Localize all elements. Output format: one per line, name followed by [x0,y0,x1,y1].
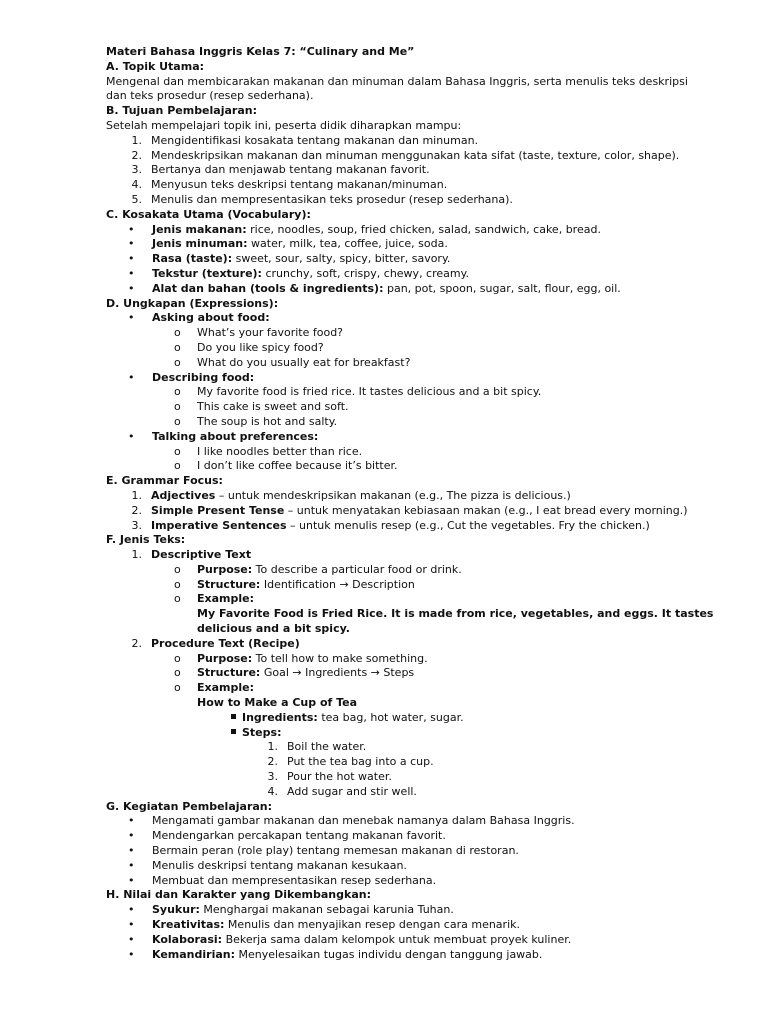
list-number: 3. [131,163,142,177]
text-type-label: Procedure Text (Recipe) [151,636,300,650]
item-label: Kemandirian: [152,947,235,961]
list-item [106,903,706,918]
item-label: Purpose: [197,562,253,576]
item-label: Jenis minuman: [152,237,248,251]
sub-item-text: This cake is sweet and soft. [197,400,349,414]
sub-item-text: What’s your favorite food? [197,326,344,340]
sub-list-item [106,385,706,400]
list-item [106,252,706,267]
step-text: Add sugar and stir well. [287,784,417,798]
list-item [106,874,706,889]
list-item [106,489,706,504]
step-item [106,740,706,755]
circle-bullet-icon: o [174,592,181,606]
item-label: Purpose: [197,651,253,665]
circle-bullet-icon: o [174,385,181,399]
sub-list-item [106,459,706,474]
circle-bullet-icon: o [174,577,181,591]
document-body [106,45,714,962]
circle-bullet-icon: o [174,562,181,576]
item-label: Steps: [242,725,282,739]
bullet-icon: • [128,222,135,236]
item-label: Structure: [197,666,261,680]
item-label: Kreativitas: [152,918,225,932]
sub-list-item [106,326,706,341]
sub-list-item [106,445,706,460]
list-text: Bermain peran (role play) tentang memesan makanan di restoran. [152,844,519,858]
group-label: Asking about food: [152,311,270,325]
section-d-heading: D. Ungkapan (Expressions): [106,296,279,310]
list-item [106,149,706,164]
item-text: – untuk menulis resep (e.g., Cut the vegetables. Fry the chicken.) [286,518,650,532]
step-number: 1. [267,740,278,754]
sub-item-text: The soup is hot and salty. [197,414,338,428]
list-text: Mengamati gambar makanan dan menebak namanya dalam Bahasa Inggris. [152,814,575,828]
circle-bullet-icon: o [174,326,181,340]
list-item [106,814,706,829]
list-text: Membuat dan mempresentasikan resep sederhana. [152,873,437,887]
sub-list-item [106,592,706,607]
circle-bullet-icon: o [174,414,181,428]
list-item [106,829,706,844]
sub-list-item [106,356,706,371]
list-text: Menulis deskripsi tentang makanan kesukaan. [152,858,407,872]
list-item [106,311,706,326]
circle-bullet-icon: o [174,444,181,458]
sub-list-item [106,341,706,356]
sub-list-item [106,652,706,667]
sub-list-item [106,681,706,696]
item-label: Jenis makanan: [152,222,247,236]
item-label: Ingredients: [242,710,318,724]
item-label: Imperative Sentences [151,518,287,532]
list-number: 2. [131,503,142,517]
item-text: – untuk menyatakan kebiasaan makan (e.g., I eat bread every morning.) [284,503,688,517]
bullet-icon: • [128,873,135,887]
recipe-item [106,726,706,741]
bullet-icon: • [128,237,135,251]
list-number: 1. [131,488,142,502]
list-text: Mendengarkan percakapan tentang makanan favorit. [152,829,446,843]
list-item [106,178,706,193]
item-text: Identification → Description [260,577,415,591]
document-title: Materi Bahasa Inggris Kelas 7: “Culinary and Me” [106,45,415,58]
step-number: 2. [267,755,278,769]
circle-bullet-icon: o [174,459,181,473]
item-text: Menghargai makanan sebagai karunia Tuhan. [199,903,454,917]
bullet-icon: • [128,370,135,384]
step-number: 3. [267,770,278,784]
item-label: Example: [197,681,254,695]
list-text: Mendeskripsikan makanan dan minuman menggunakan kata sifat (taste, texture, color, shape). [151,148,680,162]
section-c-heading: C. Kosakata Utama (Vocabulary): [106,207,311,221]
sub-list-item [106,578,706,593]
item-text: To tell how to make something. [252,651,428,665]
list-text: Mengidentifikasi kosakata tentang makanan dan minuman. [151,133,479,147]
list-item [106,504,706,519]
step-item [106,770,706,785]
square-bullet-icon [106,726,242,741]
list-number: 2. [131,148,142,162]
bullet-icon: • [128,829,135,843]
list-item [106,371,706,386]
section-e-heading: E. Grammar Focus: [106,474,223,488]
circle-bullet-icon: o [174,681,181,695]
group-label: Describing food: [152,370,255,384]
section-f-heading: F. Jenis Teks: [106,533,186,547]
step-text: Pour the hot water. [287,770,392,784]
sub-list-item [106,400,706,415]
list-number: 1. [131,548,142,562]
section-h-heading: H. Nilai dan Karakter yang Dikembangkan: [106,888,371,902]
example-text-line1: My Favorite Food is Fried Rice. It is made from rice, vegetables, and eggs. It tastes [197,607,714,621]
list-number: 4. [131,178,142,192]
bullet-icon: • [128,932,135,946]
list-item [106,933,706,948]
list-item [106,223,706,238]
item-label: Rasa (taste): [152,252,233,266]
sub-item-text: My favorite food is fried rice. It tastes delicious and a bit spicy. [197,385,542,399]
section-a-text-line1: Mengenal dan membicarakan makanan dan minuman dalam Bahasa Inggris, serta menulis teks deskripsi [106,74,688,88]
item-text: – untuk mendeskripsikan makanan (e.g., The pizza is delicious.) [215,488,571,502]
section-b-intro: Setelah mempelajari topik ini, peserta didik diharapkan mampu: [106,118,462,132]
list-item [106,163,706,178]
list-number: 3. [131,518,142,532]
step-number: 4. [267,784,278,798]
list-item [106,282,706,297]
item-text: water, milk, tea, coffee, juice, soda. [247,237,448,251]
list-item [106,844,706,859]
circle-bullet-icon: o [174,340,181,354]
list-number: 5. [131,192,142,206]
list-item [106,948,706,963]
square-bullet-icon [106,711,242,726]
sub-item-text: Do you like spicy food? [197,340,324,354]
item-label: Example: [197,592,254,606]
sub-item-text: What do you usually eat for breakfast? [197,355,411,369]
item-text: To describe a particular food or drink. [252,562,462,576]
item-label: Adjectives [151,488,216,502]
list-item [106,267,706,282]
step-text: Put the tea bag into a cup. [287,755,434,769]
circle-bullet-icon: o [174,355,181,369]
list-text: Menyusun teks deskripsi tentang makanan/minuman. [151,178,448,192]
group-label: Talking about preferences: [152,429,319,443]
section-a-heading: A. Topik Utama: [106,59,205,73]
item-text: Goal → Ingredients → Steps [260,666,415,680]
section-g-heading: G. Kegiatan Pembelajaran: [106,799,273,813]
list-item [106,519,706,534]
list-item [106,548,706,563]
section-a-text-line2: dan teks prosedur (resep sederhana). [106,89,314,103]
bullet-icon: • [128,918,135,932]
list-text: Menulis dan mempresentasikan teks prosedur (resep sederhana). [151,192,513,206]
bullet-icon: • [128,281,135,295]
bullet-icon: • [128,844,135,858]
sub-item-text: I don’t like coffee because it’s bitter. [197,459,398,473]
item-label: Alat dan bahan (tools & ingredients): [152,281,384,295]
list-item [106,134,706,149]
circle-bullet-icon: o [174,400,181,414]
text-type-label: Descriptive Text [151,548,252,562]
section-b-heading: B. Tujuan Pembelajaran: [106,104,257,118]
list-text: Bertanya dan menjawab tentang makanan favorit. [151,163,430,177]
item-text: Menulis dan menyajikan resep dengan cara menarik. [224,918,520,932]
list-item [106,193,706,208]
example-text-line2: delicious and a bit spicy. [197,622,350,636]
item-text: sweet, sour, salty, spicy, bitter, savory. [232,252,451,266]
item-label: Structure: [197,577,261,591]
sub-list-item [106,415,706,430]
sub-list-item [106,666,706,681]
step-item [106,755,706,770]
circle-bullet-icon: o [174,666,181,680]
bullet-icon: • [128,252,135,266]
recipe-item [106,711,706,726]
list-item [106,237,706,252]
item-text: tea bag, hot water, sugar. [317,710,464,724]
item-text: pan, pot, spoon, sugar, salt, flour, egg, oil. [383,281,621,295]
bullet-icon: • [128,429,135,443]
step-item [106,785,706,800]
list-item [106,637,706,652]
item-text: Bekerja sama dalam kelompok untuk membuat proyek kuliner. [222,932,572,946]
bullet-icon: • [128,947,135,961]
sub-list-item [106,563,706,578]
item-text: crunchy, soft, crispy, chewy, creamy. [261,266,470,280]
list-item [106,918,706,933]
item-label: Simple Present Tense [151,503,285,517]
item-text: Menyelesaikan tugas individu dengan tanggung jawab. [235,947,543,961]
list-number: 1. [131,133,142,147]
item-label: Syukur: [152,903,200,917]
recipe-title: How to Make a Cup of Tea [197,696,358,710]
list-item [106,859,706,874]
list-number: 2. [131,636,142,650]
list-item [106,430,706,445]
bullet-icon: • [128,858,135,872]
item-label: Tekstur (texture): [152,266,262,280]
bullet-icon: • [128,814,135,828]
circle-bullet-icon: o [174,651,181,665]
bullet-icon: • [128,903,135,917]
sub-item-text: I like noodles better than rice. [197,444,363,458]
item-label: Kolaborasi: [152,932,223,946]
bullet-icon: • [128,266,135,280]
step-text: Boil the water. [287,740,367,754]
bullet-icon: • [128,311,135,325]
item-text: rice, noodles, soup, fried chicken, salad, sandwich, cake, bread. [246,222,601,236]
